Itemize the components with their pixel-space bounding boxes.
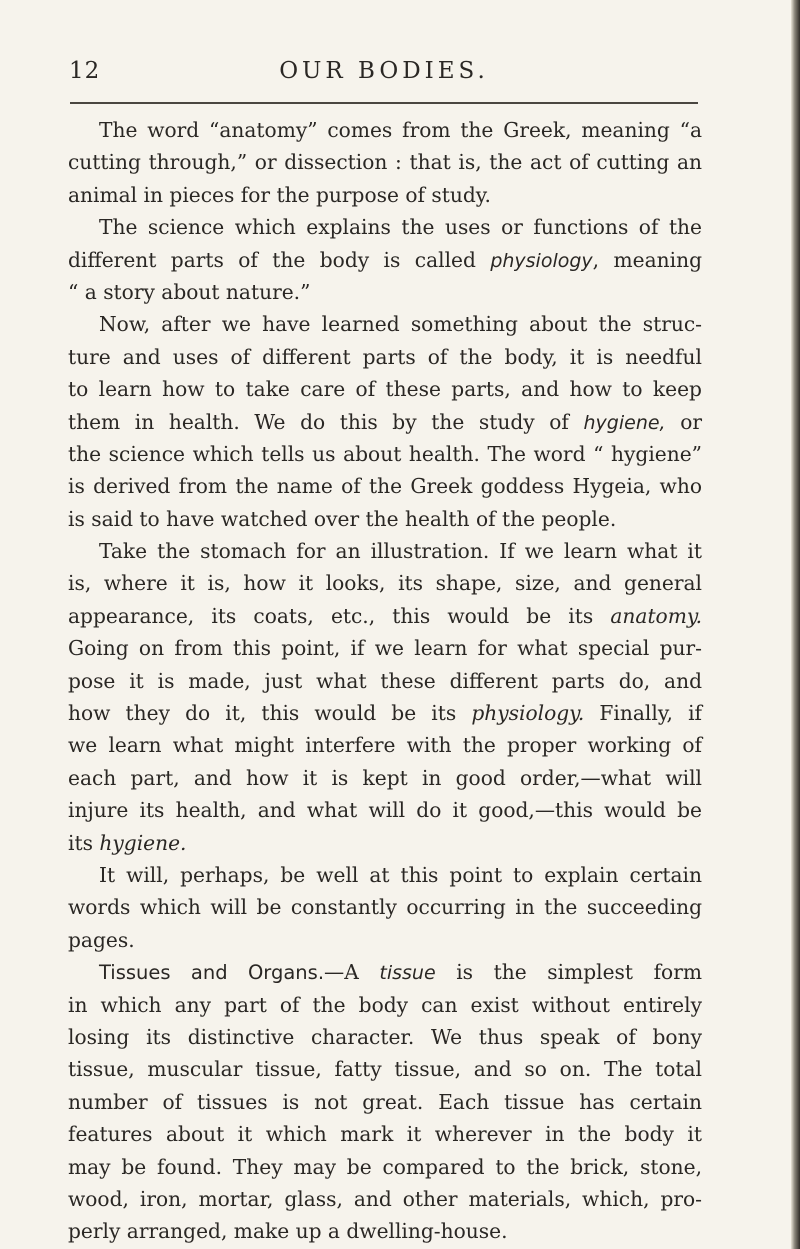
text-run: Finally, if [584, 701, 702, 726]
emphasis-hygiene: hygiene. [99, 830, 187, 855]
text-line: words which will be constantly occurring in the succeeding [68, 895, 702, 920]
text-line: is said to have watched over the health of the people. [68, 506, 617, 531]
text-line: Take the stomach for an illustration. If we learn what it [99, 539, 702, 564]
text-run: —A [324, 960, 359, 985]
emphasis-tissue: tissue [379, 962, 436, 985]
text-run: appearance, its coats, etc., this would be its [68, 603, 594, 628]
text-line: injure its health, and what will do it good,—this would be [68, 798, 702, 823]
text-run: how they do it, this would be its [68, 701, 457, 726]
text-line [68, 244, 702, 276]
text-line [68, 956, 702, 988]
header-rule [70, 102, 698, 104]
text-run: them in health. We do this by the study of [68, 409, 569, 434]
text-run: its [68, 830, 93, 855]
text-line [68, 697, 702, 729]
text-line [68, 600, 702, 632]
text-line: wood, iron, mortar, glass, and other materials, which, pro- [68, 1186, 702, 1211]
text-line [68, 827, 702, 859]
emphasis-physiology: physiology. [471, 701, 585, 726]
text-line: perly arranged, make up a dwelling-house. [68, 1219, 508, 1244]
text-run: different parts of the body is called [68, 247, 476, 272]
emphasis-hygiene: hygiene, [583, 411, 666, 434]
text-line: each part, and how it is kept in good order,—what will [68, 765, 702, 790]
text-line: is derived from the name of the Greek goddess Hygeia, who [68, 474, 702, 499]
text-line: The science which explains the uses or functions of the [99, 215, 702, 240]
text-line: ture and uses of different parts of the body, it is needful [68, 344, 702, 369]
text-line [68, 406, 702, 438]
page-header [69, 58, 699, 92]
text-line: “ a story about nature.” [68, 279, 311, 304]
section-heading: Tissues and Organs. [99, 961, 325, 985]
text-line: losing its distinctive character. We thus speak of bony [68, 1024, 702, 1049]
emphasis-anatomy: anatomy. [610, 603, 702, 628]
page-number: 12 [69, 58, 101, 84]
text-line: pages. [68, 927, 135, 952]
text-line: we learn what might interfere with the proper working of [68, 733, 702, 758]
text-line: is, where it is, how it looks, its shape, size, and general [68, 571, 702, 596]
text-line: number of tissues is not great. Each tissue has certain [68, 1089, 702, 1114]
text-line: Going on from this point, if we learn for what special pur- [68, 636, 702, 661]
text-line: to learn how to take care of these parts, and how to keep [68, 377, 702, 402]
text-run: , meaning [592, 247, 702, 272]
text-line: Now, after we have learned something about the struc- [99, 312, 702, 337]
text-line: animal in pieces for the purpose of study. [68, 182, 491, 207]
body-text [68, 114, 702, 1248]
text-line: the science which tells us about health. The word “ hygiene” [68, 441, 702, 466]
page-edge-shadow [791, 0, 800, 1249]
text-run: is the simplest form [435, 960, 702, 985]
text-line: tissue, muscular tissue, fatty tissue, and so on. The total [68, 1057, 702, 1082]
text-line: features about it which mark it wherever in the body it [68, 1122, 702, 1147]
running-head: OUR BODIES. [279, 58, 489, 84]
text-line: The word “anatomy” comes from the Greek, meaning “a [99, 118, 702, 142]
text-line: in which any part of the body can exist without entirely [68, 992, 702, 1017]
text-line: It will, perhaps, be well at this point to explain certain [99, 862, 702, 887]
text-line: pose it is made, just what these different parts do, and [68, 668, 702, 693]
text-line: cutting through,” or dissection : that is, the act of cutting an [68, 150, 702, 175]
text-run: or [665, 409, 702, 434]
text-line: may be found. They may be compared to the brick, stone, [68, 1154, 702, 1179]
emphasis-physiology: physiology [490, 249, 593, 272]
